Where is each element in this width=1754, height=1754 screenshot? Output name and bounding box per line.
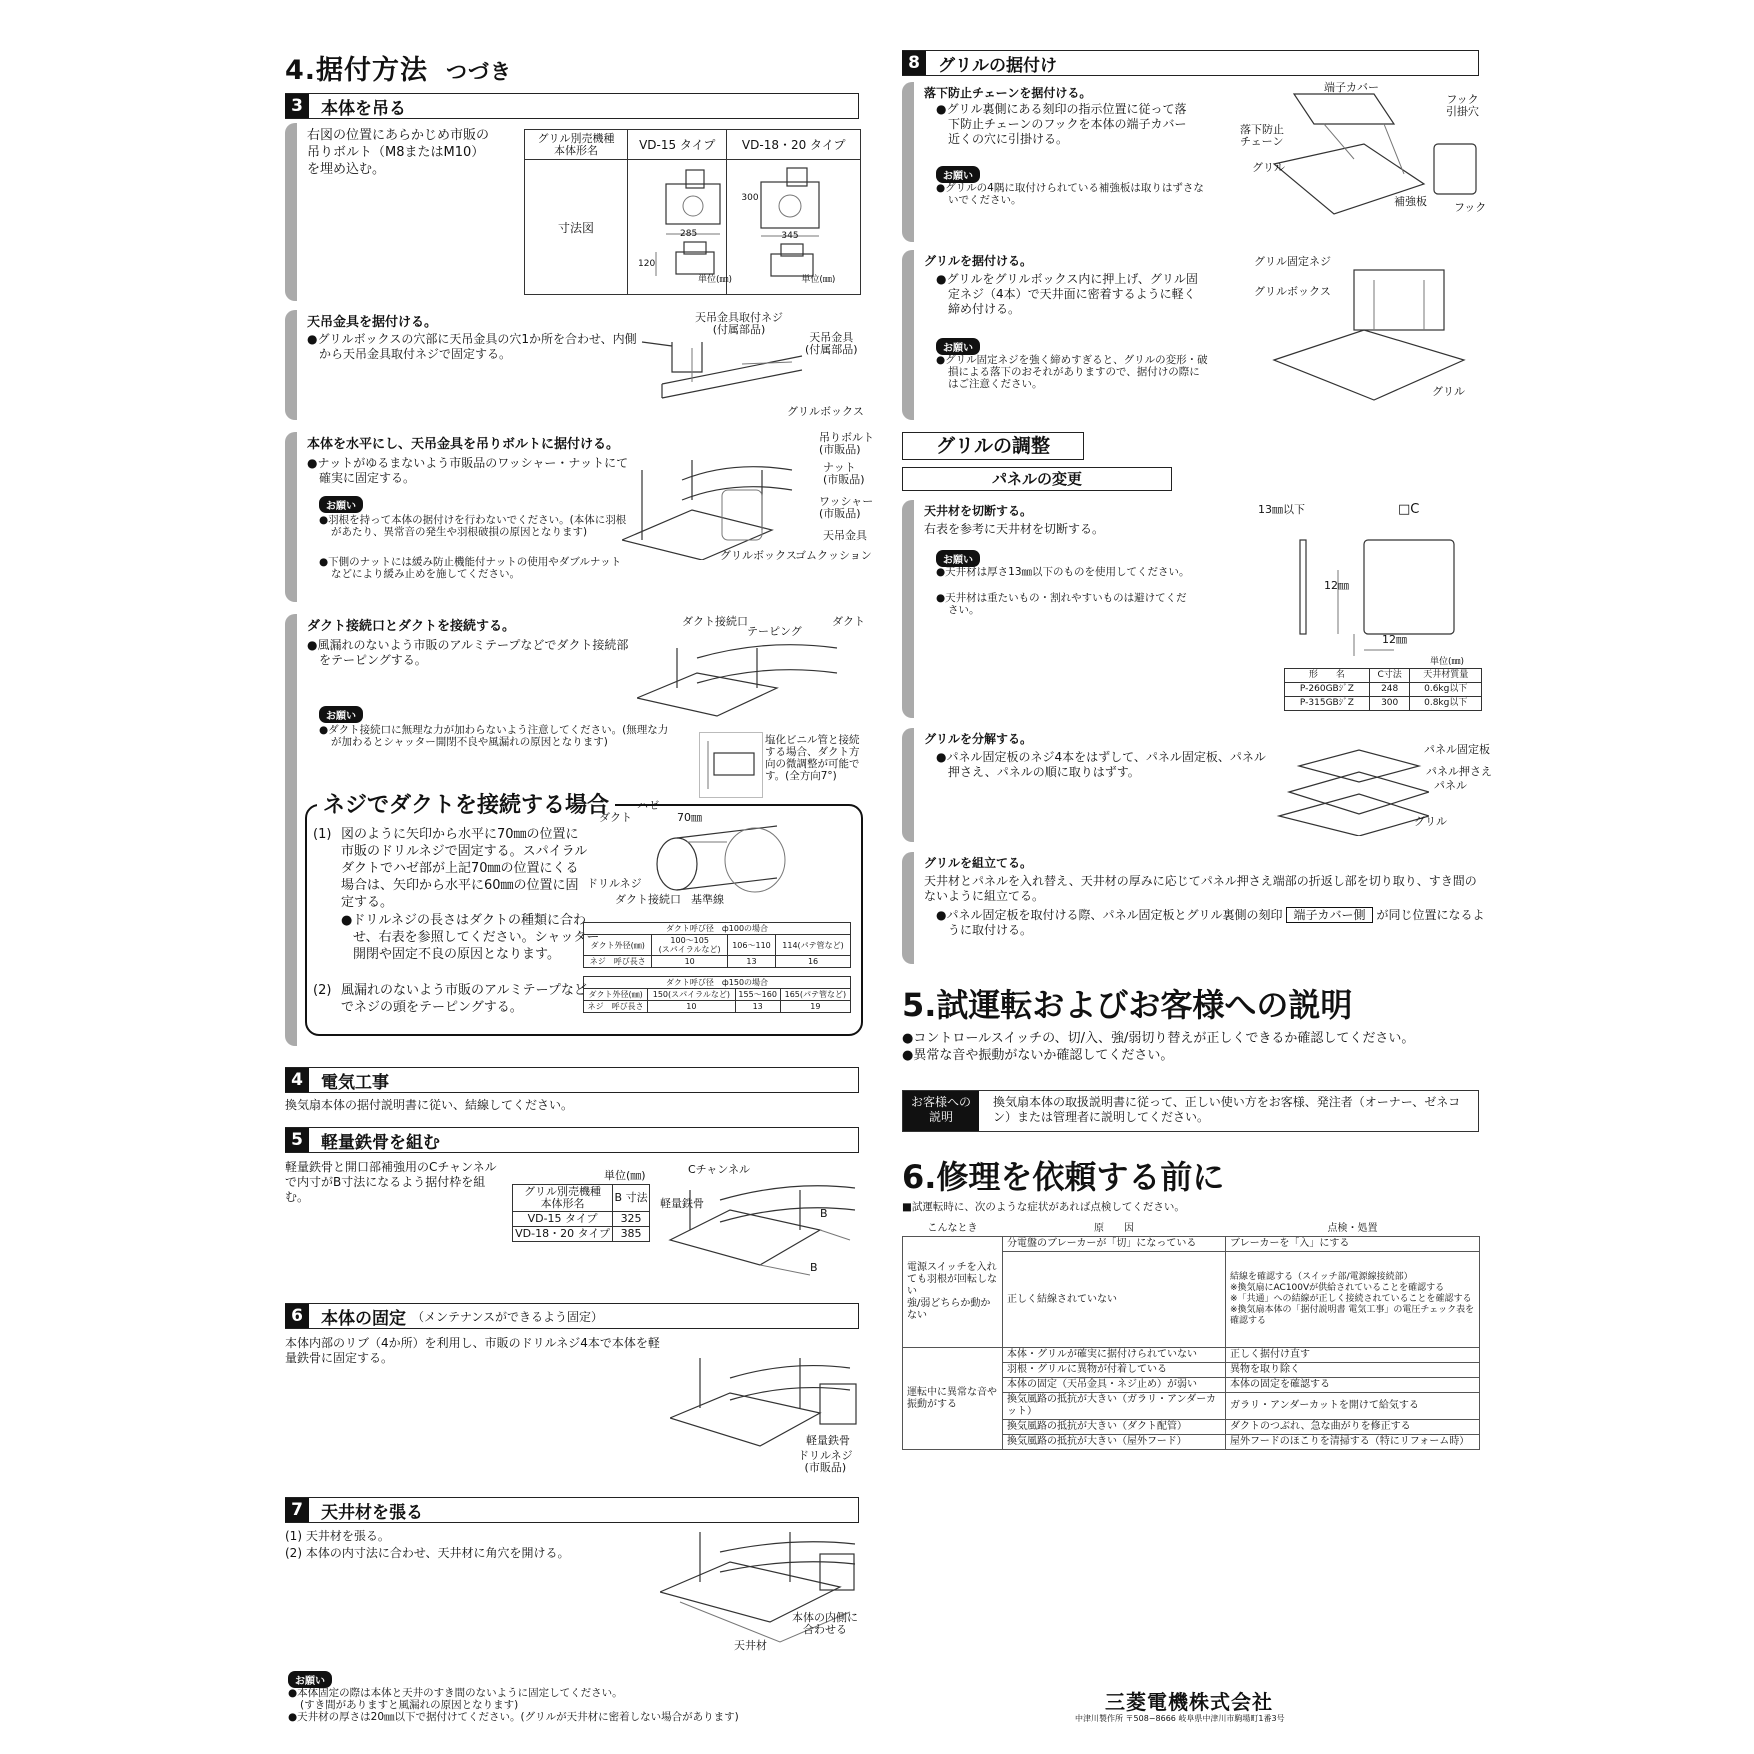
label-panel-plate: パネル固定板 (1424, 743, 1490, 756)
label-grill-box: グリルボックス (720, 549, 797, 562)
label-panel: パネル (1434, 779, 1467, 792)
screw-connection-box (305, 793, 863, 1036)
dim-figure-vd15 (628, 160, 733, 295)
duct-connect-figure (637, 625, 857, 718)
label-ceiling-board: 天井材 (734, 1639, 767, 1652)
troubleshoot-table (902, 1222, 1480, 1450)
label-washer: ワッシャー (市販品) (819, 495, 874, 520)
section-subtitle: （メンテナンスができるよう固定） (412, 1309, 604, 1324)
step-title: グリルを据付ける。 (924, 254, 1033, 268)
action-cell: ダクトのつぶれ、急な曲がりを修正する (1226, 1420, 1480, 1435)
action-cell: 結線を確認する（スイッチ部/電源線接続部） ※換気扇にAC100Vが供給されていることを確認する ※「共通」への結線が正しく接続されていることを確認する ※換気扇本体の「据付説明書 電気工事」の電圧チェック表を確認する (1226, 1252, 1480, 1348)
adj-step-2 (902, 728, 1492, 842)
label-duct-port: ダクト接続口 (615, 893, 681, 906)
step-8-1 (902, 81, 1487, 242)
unit-label: 単位(㎜) (1430, 657, 1465, 667)
notice-1: ●グリルの4隅に取付けられている補強板は取りはずさないでください。 (936, 182, 1204, 206)
pvc-figure (699, 732, 763, 798)
label-rubber-cushion: ゴムクッション (795, 549, 872, 562)
bullet-2: ●異常な音や振動がないか確認してください。 (902, 1048, 1174, 1063)
label-bracket: 天吊金具 (付属部品) (805, 331, 858, 356)
footnote-1b: (すき間がありますと風漏れの原因となります) (300, 1699, 519, 1711)
box-title: ネジでダクトを接続する場合 (317, 788, 615, 819)
table-head: グリル別売機種 本体形名 (525, 130, 628, 160)
section-6-title: 6.修理を依頼する前に (902, 1158, 1225, 1196)
box-label: お客様への 説明 (903, 1091, 979, 1131)
cell: 150(スパイラルなど) (648, 989, 735, 1001)
table-head: 原 因 (1094, 1223, 1134, 1234)
unit-label: 単位(㎜) (801, 275, 836, 285)
step-title: グリルを組立てる。 (924, 856, 1033, 870)
label-duct: ダクト (832, 615, 865, 628)
section-5-bullets (902, 1030, 1482, 1064)
table-head: ダクト呼び径 ф150の場合 (584, 977, 851, 989)
step-bullet (936, 908, 1493, 938)
step-title: グリルを分解する。 (924, 732, 1033, 746)
title-text: 4.据付方法 (285, 55, 429, 86)
label-chain: 落下防止 チェーン (1240, 123, 1284, 148)
label-hanging-bolt: 吊りボルト (市販品) (819, 431, 874, 456)
table-head: C寸法 (1369, 669, 1410, 683)
cell: 0.6kg以下 (1410, 683, 1482, 697)
step-title: 落下防止チェーンを据付ける。 (924, 86, 1092, 100)
cell: 19 (780, 1001, 850, 1013)
section-number: 7 (285, 1498, 309, 1522)
cell: 10 (652, 956, 727, 968)
item-1-bullet: ●ドリルネジの長さはダクトの種類に合わせ、右表を参照してください。シャッター開閉や固定不良の原因となります。 (341, 913, 600, 962)
section-3-header (285, 93, 859, 119)
section-title: 本体を吊る (321, 98, 406, 119)
label-13mm: 13㎜以下 (1258, 503, 1305, 516)
cell: 114(パテ管など) (776, 935, 851, 956)
company-address: 中津川製作所 〒508−8666 岐阜県中津川市駒場町1番3号 (1075, 1714, 1285, 1723)
label-12mm-h: 12㎜ (1382, 633, 1407, 646)
cell: 106～110 (727, 935, 775, 956)
action-cell: 屋外フードのほこりを清掃する（特にリフォーム時） (1226, 1435, 1480, 1450)
cause-cell: 羽根・グリルに異物が付着している (1003, 1363, 1226, 1378)
cause-cell: 換気風路の抵抗が大きい（ガラリ・アンダーカット） (1003, 1393, 1226, 1420)
section-6-intro: ■試運転時に、次のような症状があれば点検してください。 (902, 1201, 1185, 1213)
label-b-right: B (820, 1207, 828, 1220)
step-bullet: ●グリル裏側にある刻印の指示位置に従って落下防止チェーンのフックを本体の端子カバー近くの穴に引掛ける。 (936, 102, 1187, 146)
cell: 13 (735, 1001, 780, 1013)
dim-285: 285 (680, 229, 698, 239)
cell: VD-15 タイプ (513, 1212, 613, 1227)
company-name: 三菱電機株式会社 (1105, 1690, 1273, 1714)
b-dimension-table (512, 1184, 650, 1242)
cause-cell: 換気風路の抵抗が大きい（ダクト配管） (1003, 1420, 1226, 1435)
pvc-note: 塩化ビニル管と接続する場合、ダクト方向の微調整が可能です。(全方向7°) (765, 734, 860, 782)
c-dimension-table (1284, 668, 1482, 711)
section-title: 軽量鉄骨を組む (321, 1132, 440, 1153)
step-title: 本体を水平にし、天吊金具を吊りボルトに据付ける。 (307, 437, 620, 452)
notice-badge: お願い (936, 166, 980, 183)
cell: 10 (648, 1001, 735, 1013)
footnote-1: ●本体固定の際は本体と天井のすき間のないように固定してください。 (288, 1687, 623, 1699)
col-vd18: VD-18・20 タイプ (727, 130, 861, 160)
section-7-item-2: (2) 本体の内寸法に合わせ、天井材に角穴を開ける。 (285, 1546, 570, 1560)
adjustment-title: グリルの調整 (902, 432, 1084, 460)
label-drill-screw: ドリルネジ (587, 877, 642, 890)
notice-2: ●下側のナットには緩み防止機能付ナットの使用やダブルナットなどにより緩み止めを施してください。 (319, 556, 622, 580)
bullet-part-b: が同じ位置になるように取付ける。 (948, 908, 1485, 937)
unit-label: 単位(㎜) (604, 1169, 646, 1182)
bullet-1: ●コントロールスイッチの、切/入、強/弱切り替えが正しくできるか確認してください。 (902, 1031, 1415, 1046)
notice-badge: お願い (936, 338, 980, 355)
cell: 165(パテ管など) (780, 989, 850, 1001)
step-title: 天吊金具を据付ける。 (307, 315, 438, 330)
cause-cell: 正しく結線されていない (1003, 1252, 1226, 1348)
notice-badge: お願い (288, 1671, 332, 1688)
symptom-group-1: 電源スイッチを入れても羽根が回転しない 強/弱どちらか動かない (903, 1237, 1003, 1348)
cell: P-315GBｼﾞZ (1285, 697, 1370, 711)
section-title: 天井材を張る (321, 1502, 423, 1523)
step-bullet: ●グリルをグリルボックス内に押上げ、グリル固定ネジ（4本）で天井面に密着するように軽く締め付ける。 (936, 272, 1198, 316)
label-grill: グリル (1252, 161, 1285, 174)
table-head: 天井材質量 (1410, 669, 1482, 683)
section-8-header (902, 50, 1479, 76)
section-6-header (285, 1303, 859, 1329)
label-light-steel: 軽量鉄骨 (660, 1197, 704, 1210)
label-grill: グリル (1414, 815, 1447, 828)
notice-1: ●グリル固定ネジを強く締めすぎると、グリルの変形・破損による落下のおそれがありますので、据付けの際にはご注意ください。 (936, 354, 1208, 390)
label-terminal-cover: 端子カバー (1324, 81, 1379, 94)
table-head: グリル別売機種 本体形名 (513, 1185, 613, 1212)
step-text: 天井材とパネルを入れ替え、天井材の厚みに応じてパネル押さえ端部の折返し部を切り取り、すき間のないように組立てる。 (924, 874, 1477, 903)
section-title: 本体の固定 (321, 1308, 406, 1329)
item-2-num: (2) (313, 983, 332, 998)
step-bullet: ●グリルボックスの穴部に天吊金具の穴1か所を合わせ、内側から天吊金具取付ネジで固定する。 (307, 332, 637, 361)
cell: ダクト外径(㎜) (584, 989, 648, 1001)
label-duct: ダクト (599, 811, 632, 824)
label-c-channel: Cチャンネル (688, 1163, 751, 1176)
section-number: 8 (902, 51, 926, 75)
label-bracket-screw: 天吊金具取付ネジ (付属部品) (695, 311, 783, 336)
step-bullet: ●風漏れのないよう市販のアルミテープなどでダクト接続部をテーピングする。 (307, 638, 629, 667)
label-grill-box: グリルボックス (787, 405, 864, 418)
dimension-table (524, 129, 861, 295)
step-8-2 (902, 250, 1480, 420)
label-nut: ナット (市販品) (823, 461, 865, 486)
item-1-num: (1) (313, 827, 332, 842)
label-duct-port: ダクト接続口 (682, 615, 748, 628)
label-bracket: 天吊金具 (823, 529, 867, 542)
step-bullet: ●パネル固定板のネジ4本をはずして、パネル固定板、パネル押さえ、パネルの順に取りはずす。 (936, 750, 1266, 779)
cut-figure (1254, 510, 1484, 660)
label-grill: グリル (1432, 385, 1465, 398)
notice-1: ●天井材は厚さ13㎜以下のものを使用してください。 (936, 566, 1190, 578)
step-text: 右表を参考に天井材を切断する。 (924, 522, 1105, 536)
table-head: B 寸法 (613, 1185, 650, 1212)
label-12mm-v: 12㎜ (1324, 579, 1349, 592)
label-seam: ハゼ (637, 799, 659, 812)
notice-1: ●羽根を持って本体の据付けを行わないでください。(本体に羽根があたり、異常音の発生や羽根破損の原因となります) (319, 514, 627, 538)
box-text: 換気扇本体の取扱説明書に従って、正しい使い方をお客様、発注者（オーナー、ゼネコン）または管理者に説明してください。 (993, 1095, 1461, 1124)
symptom-group-2: 運転中に異常な音や振動がする (903, 1348, 1003, 1450)
action-cell: 異物を取り除く (1226, 1363, 1480, 1378)
cell: ダクト外径(㎜) (584, 935, 652, 956)
screw-table-150 (583, 976, 851, 1013)
label-reinforcement: 補強板 (1394, 195, 1427, 208)
dim-figure-vd18 (727, 160, 861, 295)
action-cell: 正しく据付け直す (1226, 1348, 1480, 1363)
page-title (285, 48, 512, 87)
label-grill-screw: グリル固定ネジ (1254, 255, 1331, 268)
action-cell: ブレーカーを「入」にする (1226, 1237, 1480, 1252)
section-4-text: 換気扇本体の据付説明書に従い、結線してください。 (285, 1098, 574, 1112)
cause-cell: 換気風路の抵抗が大きい（屋外フード） (1003, 1435, 1226, 1450)
cell: 248 (1369, 683, 1410, 697)
cell: 16 (776, 956, 851, 968)
section-title: グリルの据付け (938, 55, 1057, 76)
notice-badge: お願い (319, 706, 363, 723)
section-5-title: 5.試運転およびお客様への説明 (902, 986, 1353, 1024)
action-cell: 本体の固定を確認する (1226, 1378, 1480, 1393)
cause-cell: 分電盤のブレーカーが「切」になっている (1003, 1237, 1226, 1252)
step-bullet: ●ナットがゆるまないよう市販品のワッシャー・ナットにて確実に固定する。 (307, 456, 629, 485)
dim-300: 300 (741, 193, 759, 203)
section-7-header (285, 1497, 859, 1523)
step-3-4 (285, 614, 865, 1046)
cell: 300 (1369, 697, 1410, 711)
cause-cell: 本体・グリルが確実に据付けられていない (1003, 1348, 1226, 1363)
section-6-text: 本体内部のリブ（4か所）を利用し、市販のドリルネジ4本で本体を軽量鉄骨に固定する。 (285, 1336, 660, 1365)
col-vd15: VD-15 タイプ (628, 130, 727, 160)
section-4-header (285, 1067, 859, 1093)
hanging-bolt-figure (622, 440, 802, 560)
customer-explain-box (902, 1090, 1479, 1132)
label-light-steel: 軽量鉄骨 (806, 1434, 850, 1447)
adj-step-3 (902, 852, 1485, 964)
cell: 100～105 (スパイラルなど) (652, 935, 727, 956)
cell: ネジ 呼び長さ (584, 1001, 648, 1013)
label-match-inner: 本体の内側に 合わせる (792, 1611, 858, 1636)
section-number: 3 (285, 94, 309, 118)
item-1-text: 図のように矢印から水平に70㎜の位置に市販のドリルネジで固定する。スパイラルダクトでハゼ部が上記70㎜の位置にくる場合は、矢印から水平に60㎜の位置に固定する。 (341, 827, 588, 910)
cell: 155～160 (735, 989, 780, 1001)
step-title: 天井材を切断する。 (924, 504, 1033, 518)
step-text: 右図の位置にあらかじめ市販の吊りボルト（M8またはM10）を埋め込む。 (307, 128, 490, 177)
label-panel-holder: パネル押さえ (1426, 765, 1492, 778)
notice-badge: お願い (319, 496, 363, 513)
panel-change-subtitle: パネルの変更 (902, 467, 1172, 491)
table-head: ダクト呼び径 ф100の場合 (584, 923, 851, 935)
dim-120: 120 (638, 259, 656, 269)
title-sub: つづき (446, 60, 513, 84)
label-baseline: 基準線 (691, 893, 724, 906)
section-number: 6 (285, 1304, 309, 1328)
label-b-bottom: B (810, 1261, 818, 1274)
notice-2: ●天井材は重たいもの・割れやすいものは避けてください。 (936, 592, 1187, 616)
step-3-3 (285, 431, 874, 602)
label-taping: テーピング (747, 625, 802, 638)
table-head: こんなとき (927, 1223, 978, 1234)
item-2-text: 風漏れのないよう市販のアルミテープなどでネジの頭をテーピングする。 (341, 983, 587, 1015)
label-70mm: 70㎜ (677, 811, 702, 824)
cause-cell: 本体の固定（天吊金具・ネジ止め）が弱い (1003, 1378, 1226, 1393)
notice-1: ●ダクト接続口に無理な力が加わらないよう注意してください。(無理な力が加わるとシャッター開閉不良や風漏れの原因となります) (319, 724, 669, 748)
notice-badge: お願い (936, 550, 980, 567)
terminal-side-mark: 端子カバー側 (1286, 907, 1372, 923)
section-5-text: 軽量鉄骨と開口部補強用のCチャンネルで内寸がB寸法になるよう据付枠を組む。 (285, 1160, 497, 1204)
row-label: 寸法図 (525, 160, 628, 295)
section-number: 4 (285, 1068, 309, 1092)
screw-table-100 (583, 922, 851, 968)
unit-label: 単位(㎜) (698, 275, 733, 285)
cell: ネジ 呼び長さ (584, 956, 652, 968)
cell: P-260GBｼﾞZ (1285, 683, 1370, 697)
step-3-2 (285, 310, 864, 420)
cell: 325 (613, 1212, 650, 1227)
label-hook-hole: フック 引掛穴 (1446, 93, 1479, 118)
label-hook: フック (1454, 201, 1487, 214)
bullet-part-a: ●パネル固定板を取付ける際、パネル固定板とグリル裏側の刻印 (936, 908, 1283, 922)
section-title: 電気工事 (321, 1072, 389, 1093)
footnote-2: ●天井材の厚さは20㎜以下で据付けてください。(グリルが天井材に密着しない場合があります) (288, 1711, 739, 1723)
cell: 0.8kg以下 (1410, 697, 1482, 711)
step-title: ダクト接続口とダクトを接続する。 (307, 619, 516, 634)
footnote-block (288, 1687, 848, 1723)
cell: VD-18・20 タイプ (513, 1227, 613, 1242)
adj-step-1 (902, 500, 1480, 718)
section-7-item-1: (1) 天井材を張る。 (285, 1529, 390, 1543)
label-grill-box: グリルボックス (1254, 285, 1331, 298)
section-number: 5 (285, 1128, 309, 1152)
label-drill-screw: ドリルネジ (市販品) (798, 1449, 853, 1474)
table-head: 形 名 (1285, 669, 1370, 683)
label-c: □C (1398, 502, 1420, 517)
table-head: 点検・処置 (1327, 1223, 1378, 1234)
dim-345: 345 (781, 231, 799, 241)
steel-frame-figure (660, 1170, 860, 1280)
section-5-header (285, 1127, 859, 1153)
cell: 13 (727, 956, 775, 968)
disassembly-figure (1269, 736, 1429, 836)
cell: 385 (613, 1227, 650, 1242)
action-cell: ガラリ・アンダーカットを開けて給気する (1226, 1393, 1480, 1420)
step-3-1 (285, 123, 860, 301)
